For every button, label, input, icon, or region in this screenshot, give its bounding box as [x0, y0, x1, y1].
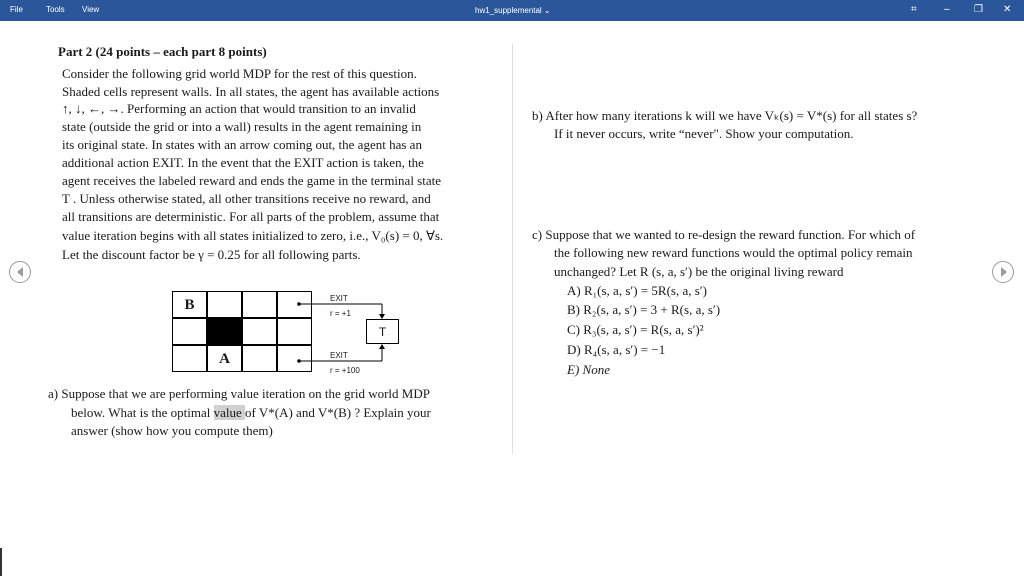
- exit-label-top: EXIT: [330, 294, 348, 303]
- intro-line: value iteration begins with all states initialized to zero, i.e., V₀(s) = 0, ∀s.: [62, 228, 444, 243]
- reward-label-top: r = +1: [330, 309, 351, 318]
- intro-line: Consider the following grid world MDP for the rest of this question.: [62, 66, 417, 81]
- document-title-dropdown[interactable]: hw1_supplemental ⌄: [475, 6, 551, 15]
- menu-tools[interactable]: Tools: [46, 5, 65, 14]
- grid-cell-a: A: [207, 345, 242, 372]
- grid-cell: [242, 345, 277, 372]
- reward-label-bottom: r = +100: [330, 366, 360, 375]
- intro-line: T . Unless otherwise stated, all other transitions receive no reward, and: [62, 191, 431, 206]
- question-c-line3: unchanged? Let R (s, a, s′) be the original living reward: [554, 264, 844, 279]
- question-a-text: below. What is the optimal: [71, 405, 214, 420]
- intro-line: all transitions are deterministic. For all parts of the problem, assume that: [62, 209, 440, 224]
- menu-file[interactable]: File: [10, 5, 23, 14]
- pin-icon[interactable]: ⌗: [911, 4, 917, 15]
- previous-page-button[interactable]: [9, 261, 31, 283]
- question-b-line2: If it never occurs, write “never". Show your computation.: [554, 126, 854, 141]
- intro-line: its original state. In states with an arrow coming out, the agent has an: [62, 137, 422, 152]
- page-divider: [512, 44, 513, 454]
- part-heading: Part 2 (24 points – each part 8 points): [58, 44, 267, 59]
- next-page-button[interactable]: [992, 261, 1014, 283]
- grid-cell: [172, 318, 207, 345]
- grid-cell: [242, 291, 277, 318]
- menu-view[interactable]: View: [82, 5, 100, 14]
- question-a-text: of V*(A) and V*(B) ? Explain your: [245, 405, 431, 420]
- grid-cell-b: B: [172, 291, 207, 318]
- option-d: D) R₄(s, a, s′) = −1: [567, 342, 666, 357]
- question-c-line1: c) Suppose that we wanted to re-design the reward function. For which of: [532, 227, 916, 242]
- title-bar: [0, 0, 1024, 21]
- terminal-state-box: T: [366, 319, 399, 344]
- question-a-line1: a) Suppose that we are performing value iteration on the grid world MDP: [48, 386, 430, 401]
- search-highlight[interactable]: value: [213, 405, 246, 420]
- grid-wall-cell: [207, 318, 242, 345]
- intro-line: Let the discount factor be γ = 0.25 for all following parts.: [62, 247, 361, 262]
- intro-line: state (outside the grid or into a wall) results in the agent remaining in: [62, 119, 422, 134]
- intro-line: Shaded cells represent walls. In all states, the agent has available actions: [62, 84, 440, 99]
- exit-label-bottom: EXIT: [330, 351, 348, 360]
- chevron-left-icon: [16, 267, 26, 277]
- grid-cell: [207, 291, 242, 318]
- intro-line: ↑, ↓, ←, →. Performing an action that would transition to an invalid: [62, 101, 416, 116]
- question-b-line1: b) After how many iterations k will we have Vₖ(s) = V*(s) for all states s?: [532, 108, 918, 123]
- question-a-line2: [71, 405, 494, 421]
- restore-button[interactable]: ❐: [974, 4, 983, 15]
- question-c-line2: the following new reward functions would the optimal policy remain: [554, 245, 913, 260]
- minimize-button[interactable]: –: [944, 4, 950, 15]
- option-a: A) R₁(s, a, s′) = 5R(s, a, s′): [567, 283, 707, 298]
- chevron-right-icon: [999, 267, 1009, 277]
- question-a-line3: answer (show how you compute them): [71, 423, 273, 438]
- option-e: E) None: [567, 362, 610, 377]
- grid-cell: [242, 318, 277, 345]
- grid-cell: [172, 345, 207, 372]
- intro-line: agent receives the labeled reward and ends the game in the terminal state: [62, 173, 441, 188]
- option-b: B) R₂(s, a, s′) = 3 + R(s, a, s′): [567, 302, 721, 317]
- intro-line: additional action EXIT. In the event that the EXIT action is taken, the: [62, 155, 424, 170]
- window-edge: [0, 548, 2, 576]
- close-button[interactable]: ✕: [1003, 4, 1012, 15]
- option-c: C) R₃(s, a, s′) = R(s, a, s′)²: [567, 322, 704, 337]
